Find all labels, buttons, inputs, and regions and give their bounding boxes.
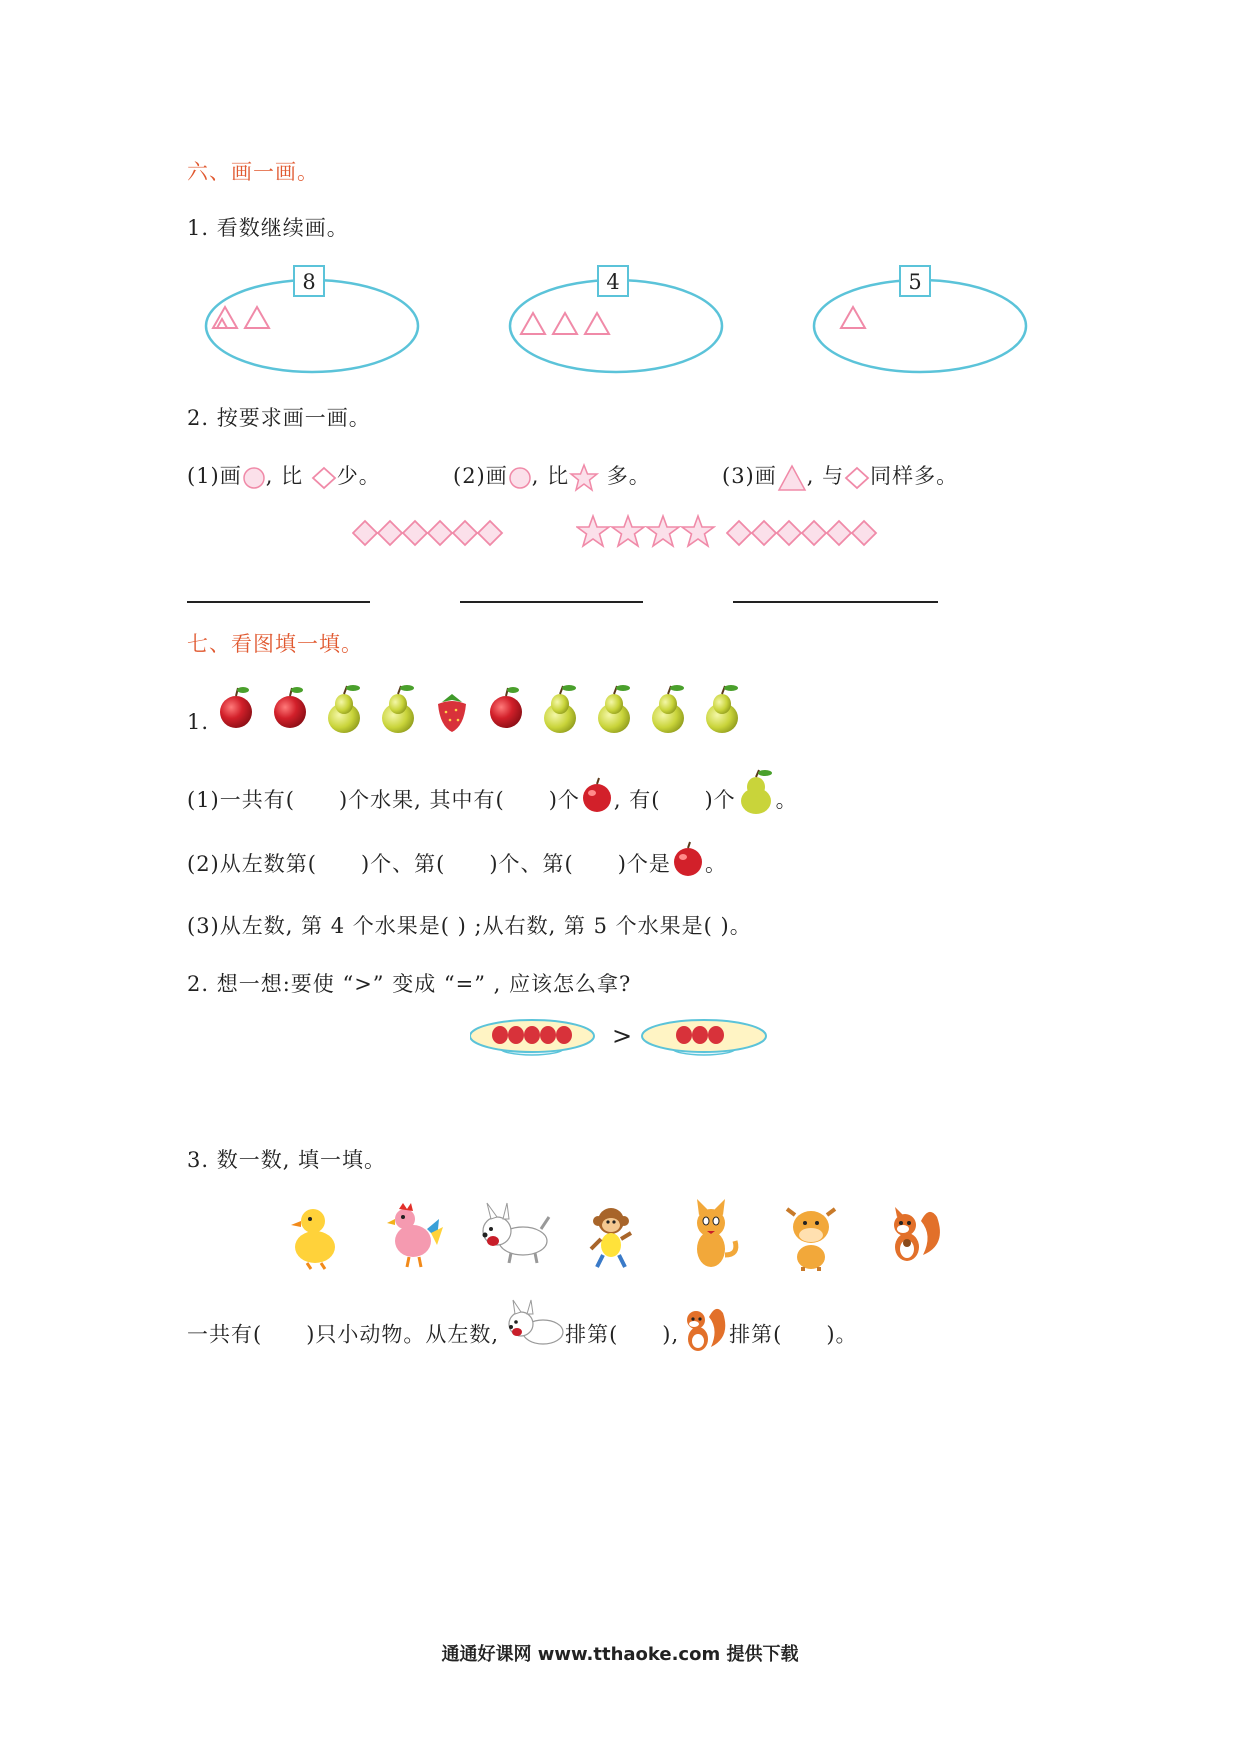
q2-item-3: (3)画 , 与 同样多。 [722,462,958,492]
dog-icon [499,1294,565,1352]
triangle-icon [245,307,269,328]
circle-icon [242,466,266,490]
apple-icon [671,840,705,878]
apple-icon [220,687,252,728]
pear-icon [328,685,360,733]
squirrel-icon [894,1207,940,1261]
diamond-icon [311,466,337,490]
q1-label: 1. 看数继续画。 [187,216,349,240]
q7-2-label: 2. 想一想:要使 “>” 变成 “=” , 应该怎么拿? [187,972,632,996]
footer-text: 通通好课网 www.tthaoke.com 提供下载 [441,1644,799,1665]
section-7-title: 七、看图填一填。 [187,632,363,656]
diamond-row-2 [726,518,886,548]
ellipse-1-number: 8 [302,270,316,294]
cow-icon [787,1209,835,1271]
diamond-row-1 [352,518,512,548]
ellipse-2-number: 4 [606,270,620,294]
squirrel-icon [679,1299,729,1351]
triangle-icon [553,313,577,334]
cat-icon [697,1199,736,1267]
answer-line-3[interactable] [733,601,938,603]
left-plate [470,1020,594,1055]
animal-row [285,1195,965,1275]
answer-line-1[interactable] [187,601,370,603]
q7-3-sentence: 一共有( )只小动物。从左数, 排第( ), 排第( )。 [187,1320,858,1352]
greater-than-symbol: > [611,1022,633,1050]
monkey-icon [591,1208,631,1267]
circle-icon [508,466,532,490]
duck-icon [291,1209,335,1269]
section-6-title: 六、画一画。 [187,160,319,184]
fruit-row [214,676,754,736]
pear-icon [652,685,684,733]
ellipse-3-number: 5 [908,270,922,294]
pear-icon [598,685,630,733]
plates-comparison [470,1012,770,1068]
pear-icon [544,685,576,733]
q7-1-line-1: (1)一共有( )个水果, 其中有( )个 , 有( )个 。 [187,786,798,815]
triangle-icon [777,464,807,492]
right-plate [642,1020,766,1055]
answer-line-2[interactable] [460,601,643,603]
apple-icon [580,776,614,814]
q2-item-1: (1)画 , 比 少。 [187,464,381,488]
q7-1-line-3: (3)从左数, 第 4 个水果是( ) ;从右数, 第 5 个水果是( )。 [187,914,752,938]
q2-label: 2. 按要求画一画。 [187,406,371,430]
pear-icon [736,769,776,815]
q2-item-2: (2)画 , 比 多。 [453,462,651,493]
star-icon [569,463,599,493]
triangle-icon [521,313,545,334]
diamond-icon [844,466,870,490]
dog-icon [483,1203,550,1263]
q7-1-label: 1. [187,710,210,734]
apple-icon [490,687,522,728]
star-row [576,514,716,550]
pear-icon [382,685,414,733]
strawberry-icon [438,694,466,732]
triangle-icon [841,307,865,328]
q7-3-label: 3. 数一数, 填一填。 [187,1148,387,1172]
triangle-icon [585,313,609,334]
rooster-icon [387,1203,443,1267]
pear-icon [706,685,738,733]
q7-1-line-2: (2)从左数第( )个、第( )个、第( )个是 。 [187,850,727,878]
apple-icon [274,687,306,728]
